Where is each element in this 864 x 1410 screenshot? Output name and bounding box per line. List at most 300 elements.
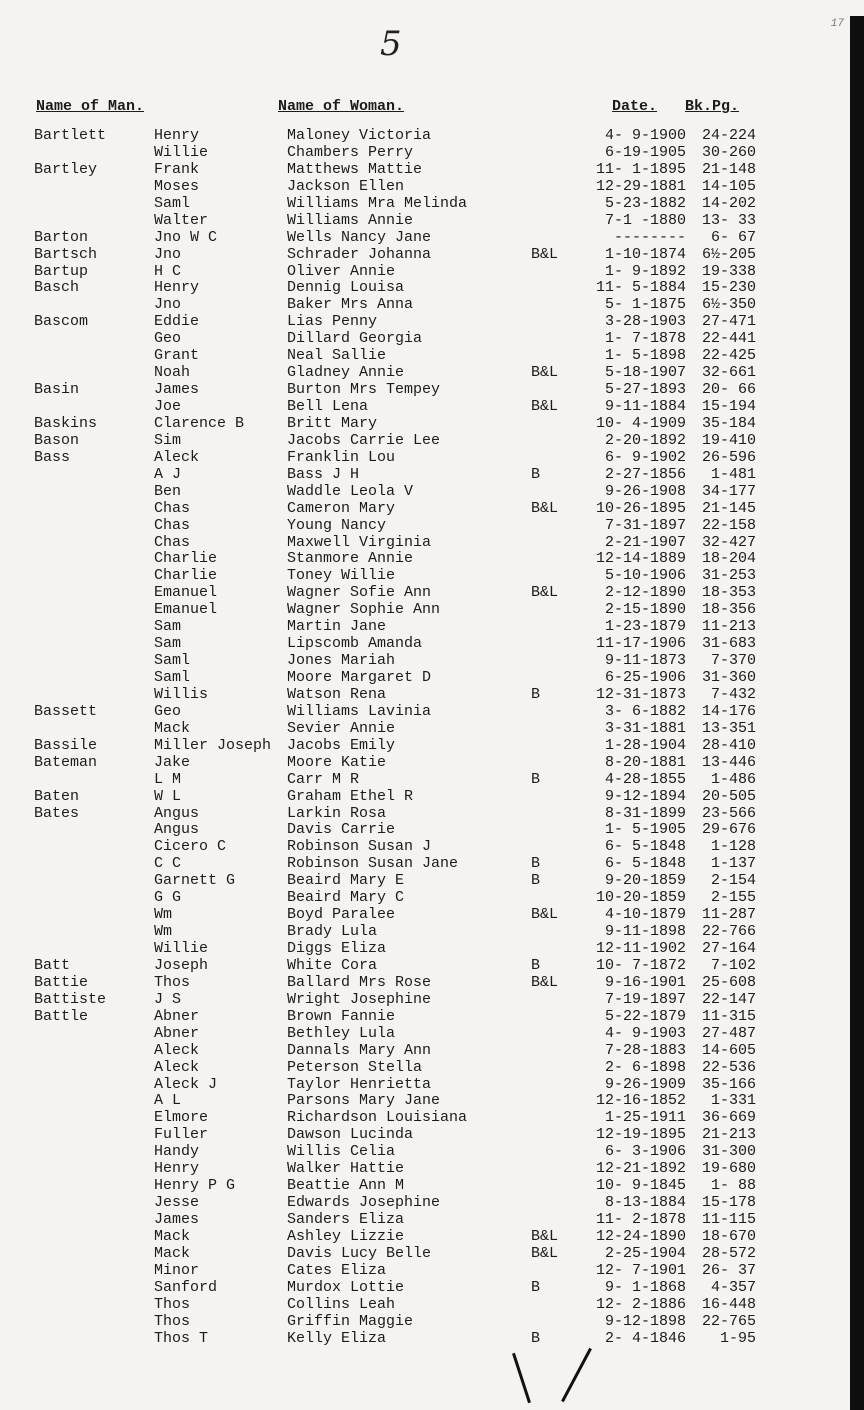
book-page: 22-158 (701, 516, 756, 534)
book-page: 29-676 (701, 821, 756, 839)
man-given-name: Elmore (154, 1109, 209, 1127)
table-row (0, 296, 850, 313)
table-row (0, 1262, 850, 1279)
table-row (0, 567, 850, 584)
marriage-date: 2-12-1890 (604, 584, 686, 602)
man-given-name: Abner (154, 1024, 200, 1042)
woman-name: Oliver Annie (287, 262, 396, 280)
marriage-date: 6-19-1905 (604, 143, 686, 161)
man-surname: Bass (34, 448, 71, 466)
woman-name: Parsons Mary Jane (287, 1092, 441, 1110)
woman-name: Larkin Rosa (287, 804, 387, 822)
book-page: 7-432 (710, 685, 756, 703)
woman-name: Lipscomb Amanda (287, 635, 423, 653)
man-given-name: A L (154, 1092, 182, 1110)
man-given-name: Henry (154, 1160, 200, 1178)
man-given-name: Geo (154, 330, 182, 348)
woman-name: Walker Hattie (287, 1160, 405, 1178)
woman-name: Williams Lavinia (287, 702, 432, 720)
table-row (0, 263, 850, 280)
woman-name: Diggs Eliza (287, 940, 387, 957)
woman-name: Schrader Johanna (287, 245, 432, 263)
book-page: 19-410 (701, 431, 756, 449)
woman-name: Ashley Lizzie (287, 1227, 405, 1245)
man-surname: Basin (34, 381, 80, 399)
man-given-name: Henry (154, 127, 200, 144)
marriage-date: 7-19-1897 (604, 990, 686, 1008)
man-given-name: Saml (154, 194, 191, 212)
book-page: 32-661 (701, 364, 756, 382)
book-page: 1-95 (719, 1329, 756, 1347)
record-type: B (531, 872, 541, 890)
woman-name: Williams Mra Melinda (287, 194, 468, 212)
marriage-date: 7-28-1883 (604, 1041, 686, 1059)
woman-name: Kelly Eliza (287, 1329, 387, 1347)
man-given-name: James (154, 1211, 200, 1228)
marriage-date: 2- 4-1846 (604, 1329, 686, 1347)
record-type: B&L (531, 1244, 559, 1262)
man-given-name: Thos (154, 1312, 191, 1330)
man-surname: Bason (34, 431, 80, 449)
book-page: 31-360 (701, 669, 756, 686)
woman-name: White Cora (287, 956, 378, 974)
woman-name: Watson Rena (287, 685, 387, 703)
book-page: 35-184 (701, 414, 756, 432)
table-row (0, 957, 850, 974)
man-given-name: Sam (154, 635, 182, 653)
man-given-name: Thos (154, 1295, 191, 1313)
man-given-name: Willie (154, 940, 209, 957)
man-given-name: J S (154, 990, 182, 1008)
man-given-name: Grant (154, 347, 200, 365)
book-page: 22-425 (701, 347, 756, 365)
table-row (0, 1160, 850, 1177)
man-given-name: Mack (154, 1244, 191, 1262)
table-row (0, 246, 850, 263)
woman-name: Matthews Mattie (287, 160, 423, 178)
table-row (0, 1008, 850, 1025)
table-row (0, 821, 850, 838)
man-given-name: Ben (154, 482, 182, 500)
book-page: 19-680 (701, 1160, 756, 1178)
marriage-date: 12-21-1892 (595, 1160, 686, 1178)
book-page: 14-605 (701, 1041, 756, 1059)
table-row (0, 1042, 850, 1059)
book-page: 22-765 (701, 1312, 756, 1330)
book-page: 2-154 (710, 872, 756, 890)
marriage-date: 1-25-1911 (604, 1109, 686, 1127)
woman-name: Moore Katie (287, 753, 387, 771)
table-row (0, 669, 850, 686)
table-row (0, 1025, 850, 1042)
man-surname: Battiste (34, 990, 107, 1008)
man-given-name: Angus (154, 821, 200, 839)
table-row (0, 313, 850, 330)
man-surname: Bateman (34, 753, 98, 771)
man-given-name: James (154, 381, 200, 399)
man-given-name: C C (154, 855, 182, 873)
table-row (0, 737, 850, 754)
table-row (0, 1211, 850, 1228)
man-given-name: Wm (154, 906, 173, 924)
man-given-name: Jesse (154, 1194, 200, 1212)
man-surname: Barton (34, 228, 89, 246)
record-type: B (531, 685, 541, 703)
marriage-date: 9-12-1898 (604, 1312, 686, 1330)
woman-name: Willis Celia (287, 1143, 396, 1161)
man-given-name: Jno (154, 296, 182, 314)
table-row (0, 500, 850, 517)
man-given-name: Joe (154, 398, 182, 415)
marriage-date: 10- 4-1909 (595, 414, 686, 432)
woman-name: Lias Penny (287, 313, 378, 331)
man-given-name: Garnett G (154, 872, 236, 890)
book-page: 11-115 (701, 1211, 756, 1228)
woman-name: Cameron Mary (287, 499, 396, 517)
table-row (0, 279, 850, 296)
woman-name: Burton Mrs Tempey (287, 381, 441, 399)
table-row (0, 229, 850, 246)
book-page: 28-410 (701, 736, 756, 754)
man-given-name: Walter (154, 211, 209, 229)
marriage-date: 2-27-1856 (604, 465, 686, 483)
book-page: 34-177 (701, 482, 756, 500)
man-given-name: Mack (154, 719, 191, 737)
marriage-date: 8-13-1884 (604, 1194, 686, 1212)
book-page: 31-300 (701, 1143, 756, 1161)
book-page: 11-315 (701, 1007, 756, 1025)
marriage-record-list (0, 127, 850, 1347)
corner-pencil-note: 17 (830, 18, 844, 30)
man-given-name: Willie (154, 143, 209, 161)
table-row (0, 398, 850, 415)
marriage-date: 2-21-1907 (604, 533, 686, 551)
scan-edge-border (850, 16, 864, 1410)
record-type: B (531, 956, 541, 974)
book-page: 1-481 (710, 465, 756, 483)
man-given-name: Sam (154, 618, 182, 636)
man-given-name: Aleck (154, 448, 200, 466)
marriage-date: 12-11-1902 (595, 940, 686, 957)
book-page: 21-148 (701, 160, 756, 178)
man-given-name: Emanuel (154, 601, 218, 619)
woman-name: Dawson Lucinda (287, 1126, 414, 1144)
record-type: B&L (531, 1227, 559, 1245)
table-row (0, 1109, 850, 1126)
book-page: 1-331 (710, 1092, 756, 1110)
marriage-date: 9- 1-1868 (604, 1278, 686, 1296)
woman-name: Edwards Josephine (287, 1194, 441, 1212)
woman-name: Toney Willie (287, 567, 396, 585)
man-given-name: Geo (154, 702, 182, 720)
marriage-date: 5- 1-1875 (604, 296, 686, 314)
marriage-date: 9-20-1859 (604, 872, 686, 890)
table-row (0, 855, 850, 872)
marriage-date: 8-20-1881 (604, 753, 686, 771)
woman-name: Bell Lena (287, 398, 369, 415)
marriage-date: 9-12-1894 (604, 787, 686, 805)
marriage-date: 1-28-1904 (604, 736, 686, 754)
table-row (0, 1126, 850, 1143)
woman-name: Boyd Paralee (287, 906, 396, 924)
book-page: 6½-350 (701, 296, 756, 314)
table-row (0, 330, 850, 347)
marriage-date: 1- 9-1892 (604, 262, 686, 280)
man-given-name: Henry P G (154, 1177, 236, 1195)
book-page: 20-505 (701, 787, 756, 805)
man-given-name: Fuller (154, 1126, 209, 1144)
man-surname: Bartley (34, 160, 98, 178)
table-row (0, 584, 850, 601)
book-page: 35-166 (701, 1075, 756, 1093)
table-row (0, 618, 850, 635)
marriage-date: 1- 7-1878 (604, 330, 686, 348)
record-type: B&L (531, 499, 559, 517)
woman-name: Taylor Henrietta (287, 1075, 432, 1093)
table-row (0, 534, 850, 551)
man-given-name: Frank (154, 160, 200, 178)
book-page: 11-287 (701, 906, 756, 924)
woman-name: Jones Mariah (287, 652, 396, 670)
woman-name: Waddle Leola V (287, 482, 414, 500)
book-page: 28-572 (701, 1244, 756, 1262)
man-surname: Baskins (34, 414, 98, 432)
man-given-name: Aleck J (154, 1075, 218, 1093)
marriage-date: 12-19-1895 (595, 1126, 686, 1144)
woman-name: Jackson Ellen (287, 177, 405, 195)
header-date: Date. (612, 98, 658, 115)
table-row (0, 635, 850, 652)
marriage-date: 12-24-1890 (595, 1227, 686, 1245)
record-type: B (531, 855, 541, 873)
marriage-date: 12-16-1852 (595, 1092, 686, 1110)
book-page: 2-155 (710, 889, 756, 907)
man-given-name: Sanford (154, 1278, 218, 1296)
marriage-date: 6-25-1906 (604, 669, 686, 686)
marriage-date: 11-17-1906 (595, 635, 686, 653)
man-surname: Bassile (34, 736, 98, 754)
man-surname: Battie (34, 973, 89, 991)
man-surname: Bassett (34, 702, 98, 720)
book-page: 15-178 (701, 1194, 756, 1212)
woman-name: Beaird Mary E (287, 872, 405, 890)
marriage-date: 10-20-1859 (595, 889, 686, 907)
marriage-date: 9-11-1898 (604, 923, 686, 941)
man-given-name: Joseph (154, 956, 209, 974)
marriage-date: 3-31-1881 (604, 719, 686, 737)
marriage-date: 4-10-1879 (604, 906, 686, 924)
book-page: 15-194 (701, 398, 756, 415)
table-row (0, 1296, 850, 1313)
man-given-name: Chas (154, 516, 191, 534)
book-page: 25-608 (701, 973, 756, 991)
man-given-name: Saml (154, 669, 191, 686)
man-surname: Bartsch (34, 245, 98, 263)
man-given-name: Miller Joseph (154, 736, 272, 754)
marriage-date: 10- 7-1872 (595, 956, 686, 974)
table-row (0, 550, 850, 567)
table-row (0, 872, 850, 889)
marriage-date: 12- 2-1886 (595, 1295, 686, 1313)
man-given-name: Charlie (154, 567, 218, 585)
man-given-name: Charlie (154, 550, 218, 568)
table-row (0, 517, 850, 534)
marriage-date: 5-22-1879 (604, 1007, 686, 1025)
header-name-of-woman: Name of Woman. (278, 98, 405, 115)
man-given-name: H C (154, 262, 182, 280)
book-page: 22-536 (701, 1058, 756, 1076)
man-given-name: Cicero C (154, 838, 227, 856)
man-given-name: Thos (154, 973, 191, 991)
record-type: B&L (531, 906, 559, 924)
table-row (0, 1177, 850, 1194)
table-row (0, 1313, 850, 1330)
marriage-date: 2-25-1904 (604, 1244, 686, 1262)
table-row (0, 364, 850, 381)
marriage-date: 1-23-1879 (604, 618, 686, 636)
book-page: 14-176 (701, 702, 756, 720)
woman-name: Peterson Stella (287, 1058, 423, 1076)
woman-name: Wright Josephine (287, 990, 432, 1008)
marriage-date: 5-23-1882 (604, 194, 686, 212)
woman-name: Bethley Lula (287, 1024, 396, 1042)
book-page: 23-566 (701, 804, 756, 822)
table-row (0, 161, 850, 178)
book-page: 27-164 (701, 940, 756, 957)
woman-name: Wells Nancy Jane (287, 228, 432, 246)
book-page: 18-670 (701, 1227, 756, 1245)
marriage-date: 12-29-1881 (595, 177, 686, 195)
marriage-date: 9-11-1873 (604, 652, 686, 670)
book-page: 6½-205 (701, 245, 756, 263)
table-row (0, 940, 850, 957)
woman-name: Graham Ethel R (287, 787, 414, 805)
table-row (0, 415, 850, 432)
woman-name: Chambers Perry (287, 143, 414, 161)
record-type: B&L (531, 973, 559, 991)
book-page: 27-471 (701, 313, 756, 331)
book-page: 30-260 (701, 143, 756, 161)
header-book-page: Bk.Pg. (685, 98, 740, 115)
marriage-date: 3-28-1903 (604, 313, 686, 331)
woman-name: Baker Mrs Anna (287, 296, 414, 314)
table-row (0, 1228, 850, 1245)
marriage-date: 5-27-1893 (604, 381, 686, 399)
man-surname: Bartup (34, 262, 89, 280)
woman-name: Collins Leah (287, 1295, 396, 1313)
marriage-date: 6- 9-1902 (604, 448, 686, 466)
marriage-date: 9-26-1909 (604, 1075, 686, 1093)
woman-name: Britt Mary (287, 414, 378, 432)
man-given-name: Angus (154, 804, 200, 822)
woman-name: Wagner Sofie Ann (287, 584, 432, 602)
book-page: 26-596 (701, 448, 756, 466)
table-row (0, 1143, 850, 1160)
marriage-date: 5-10-1906 (604, 567, 686, 585)
man-surname: Bates (34, 804, 80, 822)
table-row (0, 805, 850, 822)
woman-name: Beattie Ann M (287, 1177, 405, 1195)
woman-name: Jacobs Emily (287, 736, 396, 754)
table-row (0, 195, 850, 212)
table-row (0, 889, 850, 906)
man-given-name: A J (154, 465, 182, 483)
man-given-name: Aleck (154, 1041, 200, 1059)
woman-name: Dillard Georgia (287, 330, 423, 348)
man-given-name: Willis (154, 685, 209, 703)
table-row (0, 652, 850, 669)
book-page: 14-202 (701, 194, 756, 212)
book-page: 27-487 (701, 1024, 756, 1042)
man-given-name: Sim (154, 431, 182, 449)
man-given-name: Jake (154, 753, 191, 771)
man-surname: Batt (34, 956, 71, 974)
book-page: 13- 33 (701, 211, 756, 229)
table-row (0, 127, 850, 144)
marriage-date: 11- 5-1884 (595, 279, 686, 297)
book-page: 22-441 (701, 330, 756, 348)
woman-name: Brady Lula (287, 923, 378, 941)
man-given-name: Thos T (154, 1329, 209, 1347)
marriage-date: 2-20-1892 (604, 431, 686, 449)
marriage-date: 11- 2-1878 (595, 1211, 686, 1228)
woman-name: Stanmore Annie (287, 550, 414, 568)
marriage-date: 9-26-1908 (604, 482, 686, 500)
marriage-date: 4- 9-1900 (604, 127, 686, 144)
table-row (0, 466, 850, 483)
marriage-date: 1-10-1874 (604, 245, 686, 263)
woman-name: Jacobs Carrie Lee (287, 431, 441, 449)
book-page: 16-448 (701, 1295, 756, 1313)
woman-name: Robinson Susan Jane (287, 855, 459, 873)
book-page: 18-356 (701, 601, 756, 619)
record-type: B (531, 1278, 541, 1296)
woman-name: Bass J H (287, 465, 360, 483)
marriage-date: 1- 5-1905 (604, 821, 686, 839)
man-given-name: Clarence B (154, 414, 245, 432)
marriage-date: 8-31-1899 (604, 804, 686, 822)
woman-name: Davis Carrie (287, 821, 396, 839)
marriage-date: 7-31-1897 (604, 516, 686, 534)
woman-name: Williams Annie (287, 211, 414, 229)
woman-name: Beaird Mary C (287, 889, 405, 907)
woman-name: Martin Jane (287, 618, 387, 636)
marriage-date: 3- 6-1882 (604, 702, 686, 720)
man-given-name: Minor (154, 1261, 200, 1279)
table-row (0, 483, 850, 500)
book-page: 1-137 (710, 855, 756, 873)
book-page: 32-427 (701, 533, 756, 551)
marriage-date: 12- 7-1901 (595, 1261, 686, 1279)
table-row (0, 212, 850, 229)
record-type: B (531, 465, 541, 483)
record-type: B (531, 1329, 541, 1347)
ink-stroke-mark (561, 1348, 592, 1402)
ink-stroke-mark (512, 1353, 531, 1403)
table-row (0, 686, 850, 703)
book-page: 20- 66 (701, 381, 756, 399)
table-row (0, 788, 850, 805)
table-row (0, 923, 850, 940)
table-row (0, 347, 850, 364)
man-surname: Battle (34, 1007, 89, 1025)
woman-name: Young Nancy (287, 516, 387, 534)
table-row (0, 720, 850, 737)
header-name-of-man: Name of Man. (36, 98, 145, 115)
record-type: B&L (531, 245, 559, 263)
man-surname: Basch (34, 279, 80, 297)
table-row (0, 754, 850, 771)
